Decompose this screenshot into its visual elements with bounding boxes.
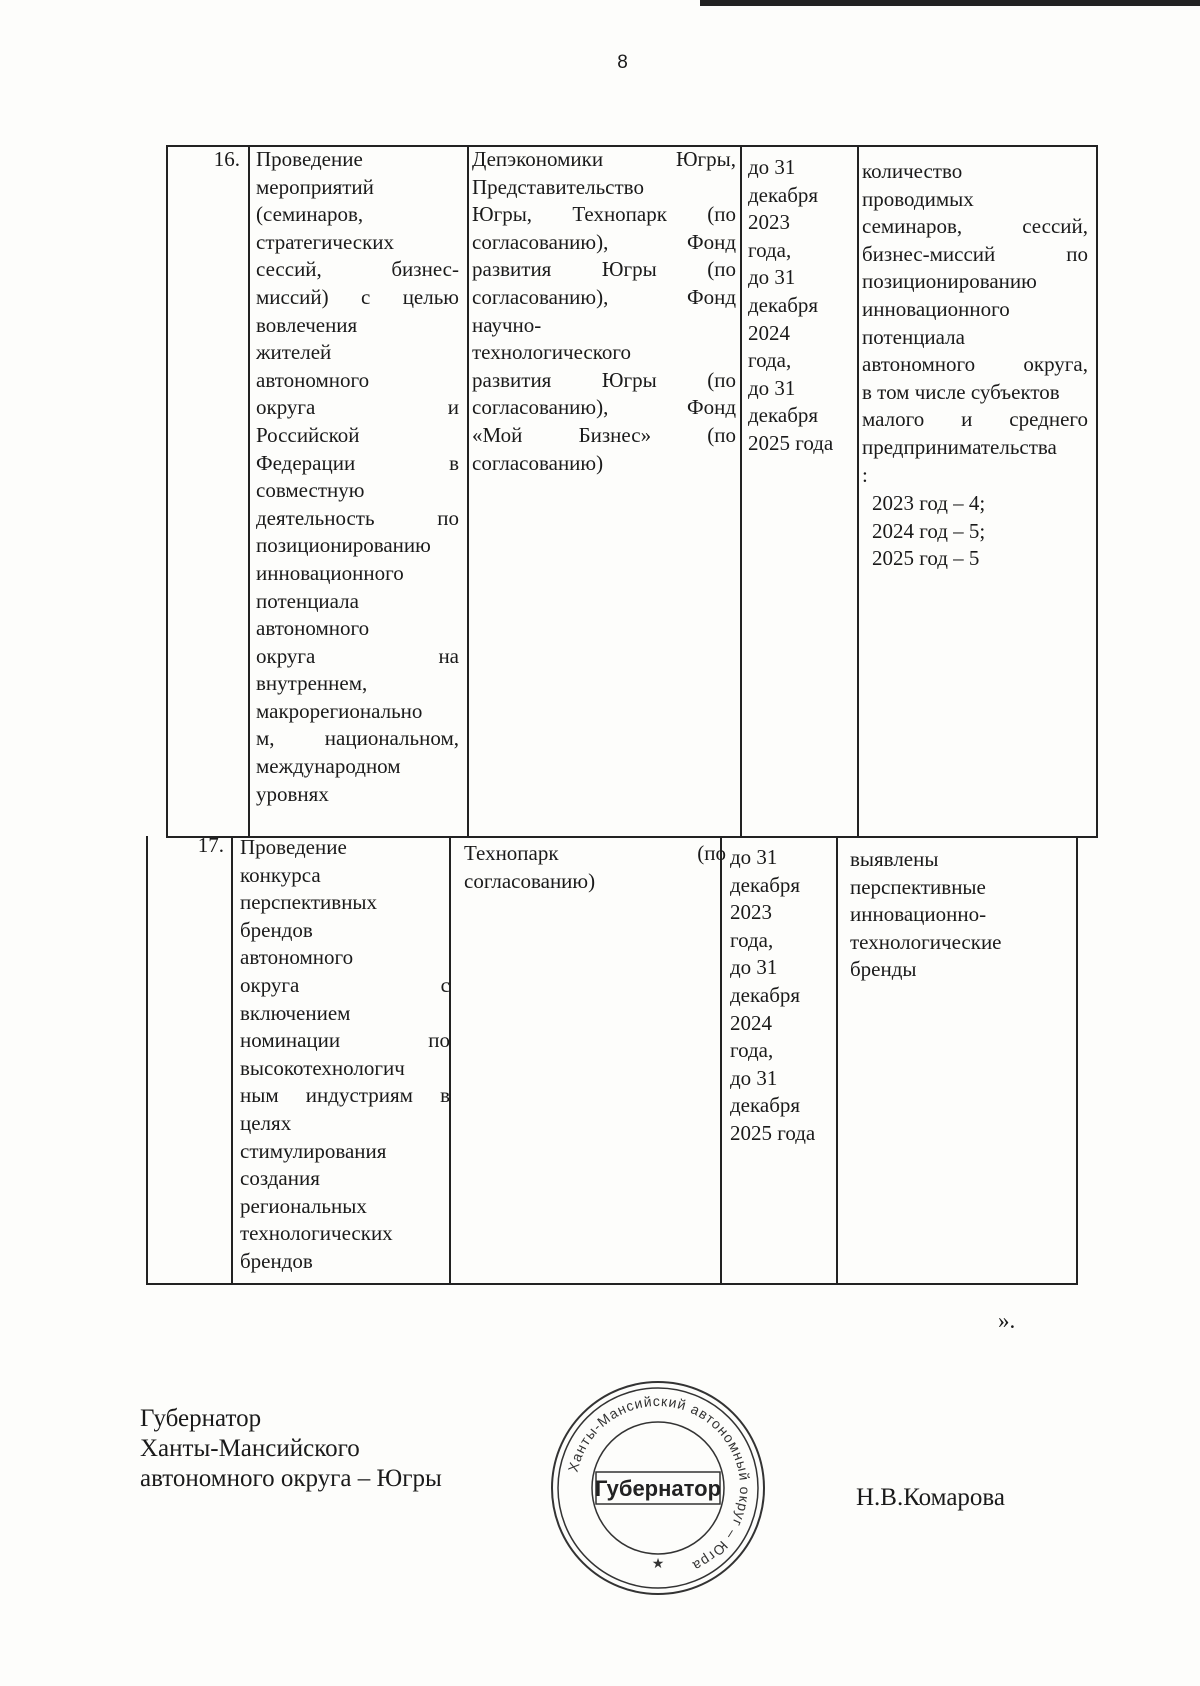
- result-item: 2025 год – 5: [872, 546, 980, 571]
- cell-line: автономного округа,: [862, 352, 1088, 377]
- cell-line: развития Югры (по: [472, 367, 736, 392]
- cell-line: Технопарк (по: [464, 841, 726, 865]
- cell-line: брендов: [240, 1248, 313, 1273]
- cell-line: стратегических: [256, 229, 395, 254]
- cell-line: стимулирования: [240, 1138, 387, 1163]
- cell-line: согласованию), Фонд: [472, 229, 736, 254]
- cell-line: высокотехнологич: [240, 1055, 405, 1080]
- cell-line: инновационного: [862, 296, 1010, 321]
- cell-line: включением: [240, 1000, 351, 1025]
- cell-line: позиционированию: [862, 269, 1037, 294]
- closing-quote: ».: [998, 1308, 1016, 1333]
- cell-line: региональных: [240, 1193, 367, 1218]
- cell-line: Депэкономики Югры,: [472, 147, 736, 171]
- signatory-title: Губернатор Ханты-Мансийского автономного округа – Югры: [140, 1405, 442, 1492]
- cell-line: м, национальном,: [256, 726, 459, 751]
- cell-line: развития Югры (по: [472, 257, 736, 282]
- row-16-result: [862, 158, 1088, 489]
- cell-line: Проведение: [256, 147, 363, 171]
- cell-line: согласованию), Фонд: [472, 284, 736, 309]
- cell-line: перспективных: [240, 890, 378, 915]
- cell-line: конкурса: [240, 862, 321, 887]
- cell-line: Проведение: [240, 835, 347, 859]
- cell-line: Федерации в: [256, 450, 459, 475]
- row-16-result-items: [872, 490, 1072, 573]
- cell-line: бизнес-миссий по: [862, 241, 1088, 266]
- cell-line: вовлечения: [256, 312, 358, 337]
- cell-line: брендов: [240, 917, 313, 942]
- row-17-event: [240, 834, 450, 1276]
- cell-line: «Мой Бизнес» (по: [472, 422, 736, 447]
- cell-line: жителей: [256, 340, 332, 365]
- cell-line: макрорегионально: [256, 698, 423, 723]
- seal-center-label: Губернатор: [594, 1476, 722, 1501]
- cell-line: мероприятий: [256, 174, 374, 199]
- row-16-responsible: [472, 146, 736, 477]
- row-16-number: 16.: [213, 147, 240, 171]
- cell-line: технологические: [850, 929, 1002, 954]
- cell-line: позиционированию: [256, 533, 431, 558]
- cell-line: научно-: [472, 312, 542, 337]
- cell-line: сессий, бизнес-: [256, 257, 459, 282]
- cell-line: деятельность по: [256, 505, 459, 530]
- cell-line: инновационно-: [850, 902, 987, 927]
- cell-line: :: [862, 462, 868, 487]
- cell-line: технологических: [240, 1221, 393, 1246]
- cell-line: в том числе субъектов: [862, 379, 1060, 404]
- cell-line: округа и: [256, 395, 459, 420]
- cell-line: совместную: [256, 478, 365, 503]
- row-17-number: 17.: [197, 833, 224, 857]
- cell-line: целях: [240, 1110, 292, 1135]
- cell-line: Представительство: [472, 174, 644, 199]
- cell-line: технологического: [472, 340, 631, 365]
- cell-line: предпринимательства: [862, 434, 1057, 459]
- cell-line: выявлены: [850, 847, 939, 871]
- seal-ring-text: Ханты-Мансийский автономный округ – Югра: [564, 1392, 754, 1575]
- cell-line: округа на: [256, 643, 459, 668]
- cell-line: Российской: [256, 422, 360, 447]
- cell-line: миссий) с целью: [256, 284, 459, 309]
- signatory-name: Н.В.Комарова: [856, 1484, 1005, 1511]
- row-16-event: [256, 146, 459, 808]
- cell-line: внутреннем,: [256, 671, 368, 696]
- cell-line: создания: [240, 1166, 320, 1191]
- cell-line: проводимых: [862, 186, 974, 211]
- cell-line: бренды: [850, 957, 917, 982]
- cell-line: ным индустриям в: [240, 1083, 450, 1108]
- cell-line: потенциала: [256, 588, 359, 613]
- cell-line: уровнях: [256, 781, 329, 806]
- result-item: 2024 год – 5;: [872, 518, 986, 543]
- cell-line: количество: [862, 159, 963, 183]
- cell-line: потенциала: [862, 324, 965, 349]
- row-17-responsible: [464, 840, 726, 895]
- row-17-result: [850, 846, 1070, 984]
- cell-line: перспективные: [850, 874, 986, 899]
- cell-line: инновационного: [256, 560, 404, 585]
- cell-line: автономного: [256, 616, 370, 641]
- cell-line: номинации по: [240, 1028, 450, 1053]
- cell-line: (семинаров,: [256, 202, 364, 227]
- cell-line: малого и среднего: [862, 407, 1088, 432]
- cell-line: округа с: [240, 972, 450, 997]
- cell-line: международном: [256, 754, 401, 779]
- official-seal: [548, 1378, 768, 1598]
- cell-line: согласованию): [464, 868, 596, 893]
- cell-line: автономного: [256, 367, 370, 392]
- result-item: 2023 год – 4;: [872, 491, 986, 515]
- row-17-deadline: до 31 декабря 2023 года, до 31 декабря 2024 года, до 31 декабря 2025 года: [730, 845, 816, 1145]
- row-16-deadline: до 31 декабря 2023 года, до 31 декабря 2024 года, до 31 декабря 2025 года: [748, 155, 834, 455]
- cell-line: семинаров, сессий,: [862, 214, 1088, 239]
- cell-line: согласованию), Фонд: [472, 395, 736, 420]
- cell-line: автономного: [240, 945, 354, 970]
- cell-line: согласованию): [472, 450, 604, 475]
- cell-line: Югры, Технопарк (по: [472, 202, 736, 227]
- star-icon: ★: [651, 1557, 665, 1572]
- page-number: 8: [617, 52, 628, 73]
